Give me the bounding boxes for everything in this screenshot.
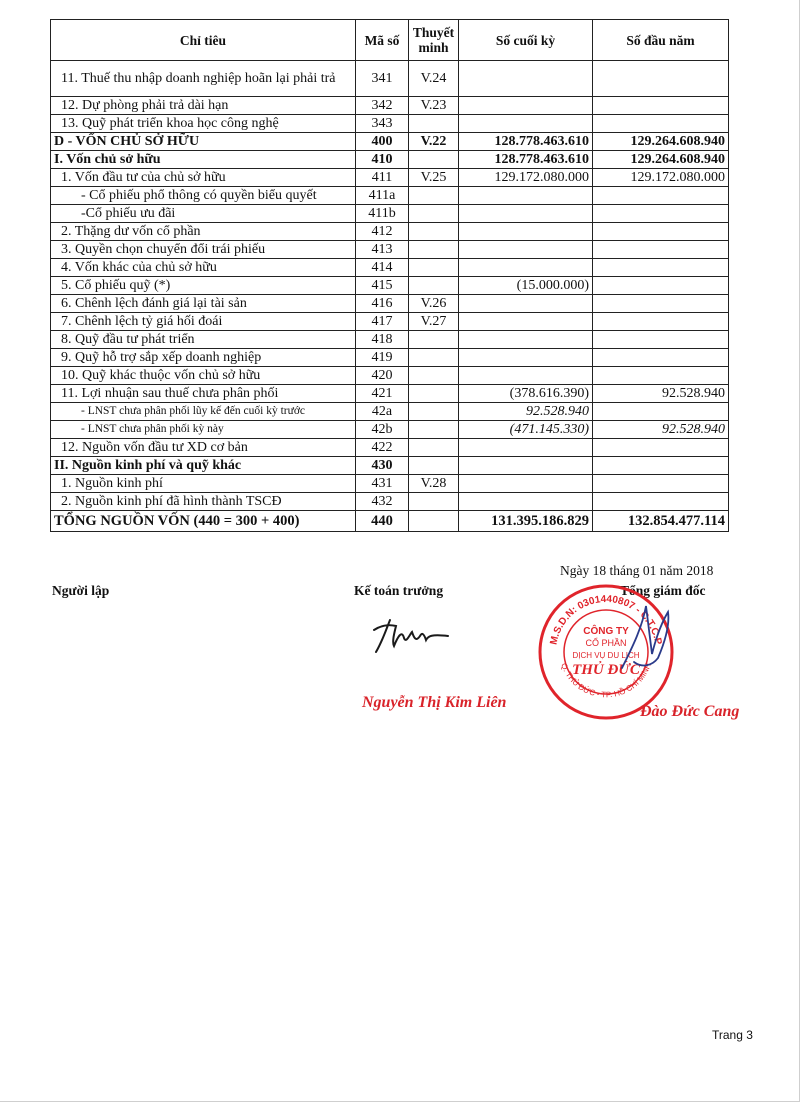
row-label: 3. Quyền chọn chuyển đổi trái phiếu <box>51 241 356 259</box>
row-note <box>409 403 459 421</box>
row-end <box>459 259 593 277</box>
header-note: Thuyết minh <box>409 20 459 61</box>
table-row <box>51 169 729 187</box>
row-begin: 92.528.940 <box>593 385 729 403</box>
row-end: 128.778.463.610 <box>459 151 593 169</box>
row-code: 411 <box>356 169 409 187</box>
row-end: 92.528.940 <box>459 403 593 421</box>
row-note <box>409 241 459 259</box>
row-end: 131.395.186.829 <box>459 511 593 532</box>
row-begin <box>593 223 729 241</box>
row-end <box>459 349 593 367</box>
row-note <box>409 367 459 385</box>
row-code: 415 <box>356 277 409 295</box>
row-code: 414 <box>356 259 409 277</box>
row-end: (471.145.330) <box>459 421 593 439</box>
row-begin <box>593 493 729 511</box>
stamp-line3: DỊCH VỤ DU LỊCH <box>572 651 640 660</box>
row-label: TỔNG NGUỒN VỐN (440 = 300 + 400) <box>51 511 356 532</box>
row-note <box>409 385 459 403</box>
row-label: - LNST chưa phân phối lũy kế đến cuối kỳ trước <box>51 403 356 421</box>
row-end <box>459 187 593 205</box>
table-row <box>51 115 729 133</box>
row-code: 400 <box>356 133 409 151</box>
row-note <box>409 439 459 457</box>
stamp-line4: THỦ ĐỨC <box>572 662 640 678</box>
row-note <box>409 331 459 349</box>
table-row <box>51 385 729 403</box>
header-begin-year: Số đầu năm <box>593 20 729 61</box>
row-end <box>459 475 593 493</box>
row-note: V.24 <box>409 61 459 97</box>
row-note <box>409 493 459 511</box>
row-end <box>459 331 593 349</box>
row-note <box>409 457 459 475</box>
row-code: 341 <box>356 61 409 97</box>
header-indicator: Chỉ tiêu <box>51 20 356 61</box>
row-code: 420 <box>356 367 409 385</box>
row-begin: 132.854.477.114 <box>593 511 729 532</box>
row-label: 12. Dự phòng phải trả dài hạn <box>51 97 356 115</box>
row-code: 421 <box>356 385 409 403</box>
row-end <box>459 241 593 259</box>
table-row <box>51 187 729 205</box>
stamp-line1: CÔNG TY <box>583 626 629 637</box>
row-label: D - VỐN CHỦ SỞ HỮU <box>51 133 356 151</box>
row-note: V.28 <box>409 475 459 493</box>
row-note <box>409 349 459 367</box>
row-code: 42b <box>356 421 409 439</box>
row-code: 42a <box>356 403 409 421</box>
table-row <box>51 493 729 511</box>
accountant-name: Nguyễn Thị Kim Liên <box>362 694 507 711</box>
table-row <box>51 403 729 421</box>
table-row <box>51 367 729 385</box>
row-note: V.22 <box>409 133 459 151</box>
row-label: 2. Thặng dư vốn cổ phần <box>51 223 356 241</box>
row-code: 431 <box>356 475 409 493</box>
row-code: 343 <box>356 115 409 133</box>
row-begin <box>593 241 729 259</box>
table-row <box>51 295 729 313</box>
row-label: 10. Quỹ khác thuộc vốn chủ sở hữu <box>51 367 356 385</box>
table-row <box>51 61 729 97</box>
row-label: 8. Quỹ đầu tư phát triển <box>51 331 356 349</box>
row-begin <box>593 349 729 367</box>
row-note <box>409 259 459 277</box>
row-label: 2. Nguồn kinh phí đã hình thành TSCĐ <box>51 493 356 511</box>
row-note <box>409 151 459 169</box>
row-label: 12. Nguồn vốn đầu tư XD cơ bản <box>51 439 356 457</box>
row-label: II. Nguồn kinh phí và quỹ khác <box>51 457 356 475</box>
table-header-row <box>51 20 729 61</box>
row-begin: 129.264.608.940 <box>593 151 729 169</box>
director-signature <box>612 598 682 678</box>
row-note <box>409 115 459 133</box>
director-name: Đào Đức Cang <box>640 703 740 720</box>
row-label: - LNST chưa phân phối kỳ này <box>51 421 356 439</box>
row-begin <box>593 457 729 475</box>
row-note <box>409 421 459 439</box>
row-label: 9. Quỹ hỗ trợ sắp xếp doanh nghiệp <box>51 349 356 367</box>
row-label: 13. Quỹ phát triển khoa học công nghệ <box>51 115 356 133</box>
row-label: 11. Thuế thu nhập doanh nghiệp hoãn lại phải trả <box>51 61 356 97</box>
row-code: 416 <box>356 295 409 313</box>
director-title: Tổng giám đốc <box>620 583 706 598</box>
header-code: Mã số <box>356 20 409 61</box>
row-code: 411b <box>356 205 409 223</box>
stamp-outer-text: M.S.D.N: 0301440807 - C.T.C.P <box>548 593 664 646</box>
row-end: (15.000.000) <box>459 277 593 295</box>
row-begin <box>593 277 729 295</box>
row-begin <box>593 259 729 277</box>
row-note <box>409 205 459 223</box>
row-end <box>459 439 593 457</box>
row-note <box>409 223 459 241</box>
row-code: 413 <box>356 241 409 259</box>
row-note: V.26 <box>409 295 459 313</box>
table-row <box>51 475 729 493</box>
row-label: 4. Vốn khác của chủ sở hữu <box>51 259 356 277</box>
table-row <box>51 439 729 457</box>
row-code: 411a <box>356 187 409 205</box>
row-code: 432 <box>356 493 409 511</box>
row-note <box>409 511 459 532</box>
row-label: - Cổ phiếu phổ thông có quyền biểu quyết <box>51 187 356 205</box>
row-end <box>459 61 593 97</box>
row-label: 7. Chênh lệch tỷ giá hối đoái <box>51 313 356 331</box>
row-end: (378.616.390) <box>459 385 593 403</box>
table-row-total <box>51 511 729 532</box>
row-begin <box>593 331 729 349</box>
table-row <box>51 349 729 367</box>
row-end <box>459 205 593 223</box>
row-note: V.23 <box>409 97 459 115</box>
row-end <box>459 457 593 475</box>
table-row <box>51 205 729 223</box>
stamp-line2: CỔ PHẦN <box>585 638 627 648</box>
row-begin <box>593 367 729 385</box>
row-code: 410 <box>356 151 409 169</box>
table-row <box>51 241 729 259</box>
table-row <box>51 421 729 439</box>
accountant-title: Kế toán trưởng <box>354 583 444 598</box>
row-end <box>459 367 593 385</box>
row-begin: 129.172.080.000 <box>593 169 729 187</box>
row-note <box>409 277 459 295</box>
row-note: V.25 <box>409 169 459 187</box>
row-end <box>459 295 593 313</box>
row-code: 422 <box>356 439 409 457</box>
row-label: 1. Vốn đầu tư của chủ sở hữu <box>51 169 356 187</box>
row-note: V.27 <box>409 313 459 331</box>
signing-date: Ngày 18 tháng 01 năm 2018 <box>560 563 714 578</box>
row-end <box>459 115 593 133</box>
row-begin <box>593 115 729 133</box>
row-end: 128.778.463.610 <box>459 133 593 151</box>
row-end <box>459 493 593 511</box>
row-begin <box>593 205 729 223</box>
row-label: I. Vốn chủ sở hữu <box>51 151 356 169</box>
preparer-title: Người lập <box>52 583 110 598</box>
row-end: 129.172.080.000 <box>459 169 593 187</box>
row-note <box>409 187 459 205</box>
row-begin <box>593 61 729 97</box>
row-begin <box>593 403 729 421</box>
row-label: 1. Nguồn kinh phí <box>51 475 356 493</box>
row-begin <box>593 295 729 313</box>
row-end <box>459 313 593 331</box>
row-begin <box>593 187 729 205</box>
row-code: 342 <box>356 97 409 115</box>
row-code: 417 <box>356 313 409 331</box>
row-label: 6. Chênh lệch đánh giá lại tài sản <box>51 295 356 313</box>
accountant-signature <box>368 612 458 660</box>
row-begin <box>593 475 729 493</box>
stamp-bottom-text: Q. THỦ ĐỨC - TP. HỒ CHÍ MINH <box>559 661 653 700</box>
row-end <box>459 223 593 241</box>
table-row-section <box>51 133 729 151</box>
row-begin: 129.264.608.940 <box>593 133 729 151</box>
header-end-period: Số cuối kỳ <box>459 20 593 61</box>
table-row <box>51 259 729 277</box>
table-row <box>51 97 729 115</box>
table-row <box>51 331 729 349</box>
row-end <box>459 97 593 115</box>
table-row <box>51 313 729 331</box>
row-label: 11. Lợi nhuận sau thuế chưa phân phối <box>51 385 356 403</box>
row-code: 419 <box>356 349 409 367</box>
table-row <box>51 223 729 241</box>
row-code: 430 <box>356 457 409 475</box>
page-number: Trang 3 <box>712 1028 753 1042</box>
row-begin <box>593 97 729 115</box>
row-begin <box>593 313 729 331</box>
row-begin: 92.528.940 <box>593 421 729 439</box>
row-begin <box>593 439 729 457</box>
row-code: 440 <box>356 511 409 532</box>
row-code: 412 <box>356 223 409 241</box>
table-row-section <box>51 457 729 475</box>
row-code: 418 <box>356 331 409 349</box>
row-label: -Cổ phiếu ưu đãi <box>51 205 356 223</box>
table-row <box>51 277 729 295</box>
table-row-section <box>51 151 729 169</box>
balance-sheet-table <box>50 19 729 532</box>
row-label: 5. Cổ phiếu quỹ (*) <box>51 277 356 295</box>
